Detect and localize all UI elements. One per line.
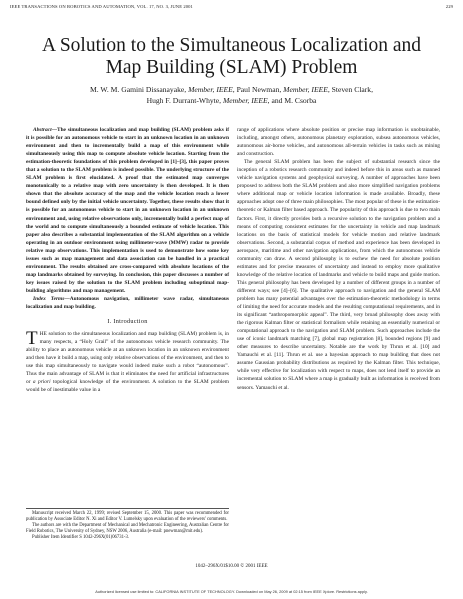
author-role: Member, IEEE [222,95,268,105]
body-paragraph: range of applications where absolute position or precise map information is unobtainable, including, amongst others, autonomous planetary exploration, subsea autonomous vehicles, autonomous air-borne vehicles, and autonomous all-terrain vehicles in tasks such as mining and construction. [237,127,440,158]
index-terms-text: Autonomous navigation, millimeter wave radar, simultaneous localization and map building. [26,295,229,311]
title-line-2: Map Building (SLAM) Problem [105,57,358,78]
index-terms [26,295,229,311]
section-heading: I. Introduction [107,318,148,326]
abstract-label: Abstract— [33,127,57,133]
footnote-affiliation: The authors are with the Department of Mechanical and Mechatronic Engineering, Australian Centre for Field Robotics, The University of Sydney, NSW 2006, Australia (e-mail: pnewman@mit.edu). [26,523,229,535]
abstract-text: The simultaneous localization and map building (SLAM) problem asks if it is possible for an autonomous vehicle to start in an unknown location in an unknown environment and then to incrementally build a map of this environment while simultaneously using this map to compute absolute vehicle location. Starting from the estimation-theoretic foundations of this problem developed in [1]–[3], this paper proves that a solution to the SLAM problem is indeed possible. The underlying structure of the SLAM problem is first elucidated. A proof that the estimated map converges monotonically to a relative map with zero uncertainty is then developed. It is then shown that the absolute accuracy of the map and the vehicle location reach a lower bound defined only by the initial vehicle uncertainty. Together, these results show that it is possible for an autonomous vehicle to start in an unknown location in an unknown environment and, using relative observations only, incrementally build a perfect map of the world and to compute simultaneously a bounded estimate of vehicle location. This paper also describes a substantial implementation of the SLAM algorithm on a vehicle operating in an outdoor environment using millimeter-wave (MMW) radar to provide relative map observations. This implementation is used to demonstrate how some key issues such as map management and data association can be handled in a practical environment. The results obtained are cross-compared with absolute locations of the map landmarks obtained by surveying. In conclusion, this paper discusses a number of key issues raised by the solution to the SLAM problem including suboptimal map-building algorithms and map management. [26,127,229,294]
footnote-identifier: Publisher Item Identifier S 1042-296X(01)06731-3. [32,535,129,541]
drop-cap: T [26,328,38,350]
index-terms-label: Index Terms— [33,295,70,302]
author-line-1 [0,85,463,96]
footnote-manuscript: Manuscript received March 22, 1999; revised September 15, 2000. This paper was recommended for publication by Associate Editor N. Xi and Editor V. Lumelsky upon evaluation of the reviewers' comments. [26,511,229,523]
footnote [26,508,229,541]
page-number: 229 [445,4,453,9]
license-notice: Authorized licensed use limited to: CALIFORNIA INSTITUTE OF TECHNOLOGY. Downloaded on May 26, 2009 at 02:15 from IEEE Xplore. Restrictions apply. [95,589,368,594]
author-name: Hugh F. Durrant-Whyte, [146,95,223,105]
right-column [237,126,440,392]
abstract [26,126,229,295]
author-role: Member, IEEE [188,85,233,94]
body-paragraph: The general SLAM problem has been the subject of substantial research since the inception of a robotics research community and indeed before this in areas such as manned vehicle navigation systems and geophysical surveying. A number of approaches have been proposed to address both the SLAM problem and also more simplified navigation problems where additional map or vehicle location information is made available. Broadly, these approaches adopt one of three main philosophies. The most popular of these is the estimation-theoretic or Kalman filter based approach. The popularity of this approach is due to two main factors. First, it directly provides both a recursive solution to the navigation problem and a means of computing consistent estimates for the uncertainty in vehicle and map landmark locations on the basis of statistical models for vehicle motion and relative landmark observations. Second, a substantial corpus of method and experience has been developed in aerospace, maritime and other navigation applications, from which the autonomous vehicle community can draw. A second philosophy is to eschew the need for absolute position estimates and for precise measures of uncertainty and instead to employ more qualitative knowledge of the relative location of landmarks and vehicle to build maps and guide motion. This general philosophy has been developed by a number of different groups in a number of different ways; see [4]–[6]. The qualitative approach to navigation and the general SLAM problem has many potential advantages over the estimation-theoretic methodology in terms of limiting the need for accurate models and the resulting computational requirements, and in its significant “anthropomorphic appeal”. The third, very broad philosophy does away with the rigorous Kalman filter or statistical formalism while retaining an essentially numerical or computational approach to the navigation and SLAM problem. Such approaches include the use of iconic landmark matching [7], global map registration [8], bounded regions [9] and other measures to describe uncertainty. Notable are the work by Thrun et al. [10] and Yamauchi et al. [11]. Thrun et al. use a bayesian approach to map building that does not assume Gaussian probability distributions as required by the Kalman filter. This technique, while very effective for localization with respect to maps, does not lend itself to provide an incremental solution to SLAM where a map is gradually built as information is received from sensors. Yamauchi et al. [237,159,440,391]
author-name: M. W. M. Gamini Dissanayake, [89,85,189,94]
author-line-2 [0,96,463,107]
author-name: , and M. Csorba [267,95,317,105]
paper-title [0,35,463,79]
left-column [26,126,229,395]
intro-italic: a priori [32,379,51,386]
intro-paragraph [26,330,229,394]
author-name: , Steven Clark, [327,85,374,94]
intro-text-end: topological knowledge of the environment. A solution to the SLAM problem would be of inestimable value in a [26,379,230,394]
running-header [10,4,453,9]
intro-text-start: HE solution to the simultaneous localization and map building (SLAM) problem is, in many respects, a “Holy Grail” of the autonomous vehicle research community. The ability to place an autonomous vehicle at an unknown location in an unknown environment and then have it build a map, using only relative observations of the environment, and then to use this map simultaneously to navigate would indeed make such a robot “autonomous”. Thus the main advantage of SLAM is that it eliminates the need for artificial infrastructures or [26,331,229,386]
title-line-1: A Solution to the Simultaneous Localization and [41,35,422,56]
journal-name: IEEE TRANSACTIONS ON ROBOTICS AND AUTOMATION, VOL. 17, NO. 3, JUNE 2001 [10,4,193,9]
copyright-code: 1042–296X/01$10.00 © 2001 IEEE [195,564,268,569]
author-role: Member, IEEE [283,85,328,94]
author-name: , Paul Newman, [232,85,284,94]
author-list [0,85,463,106]
introduction [26,330,229,394]
